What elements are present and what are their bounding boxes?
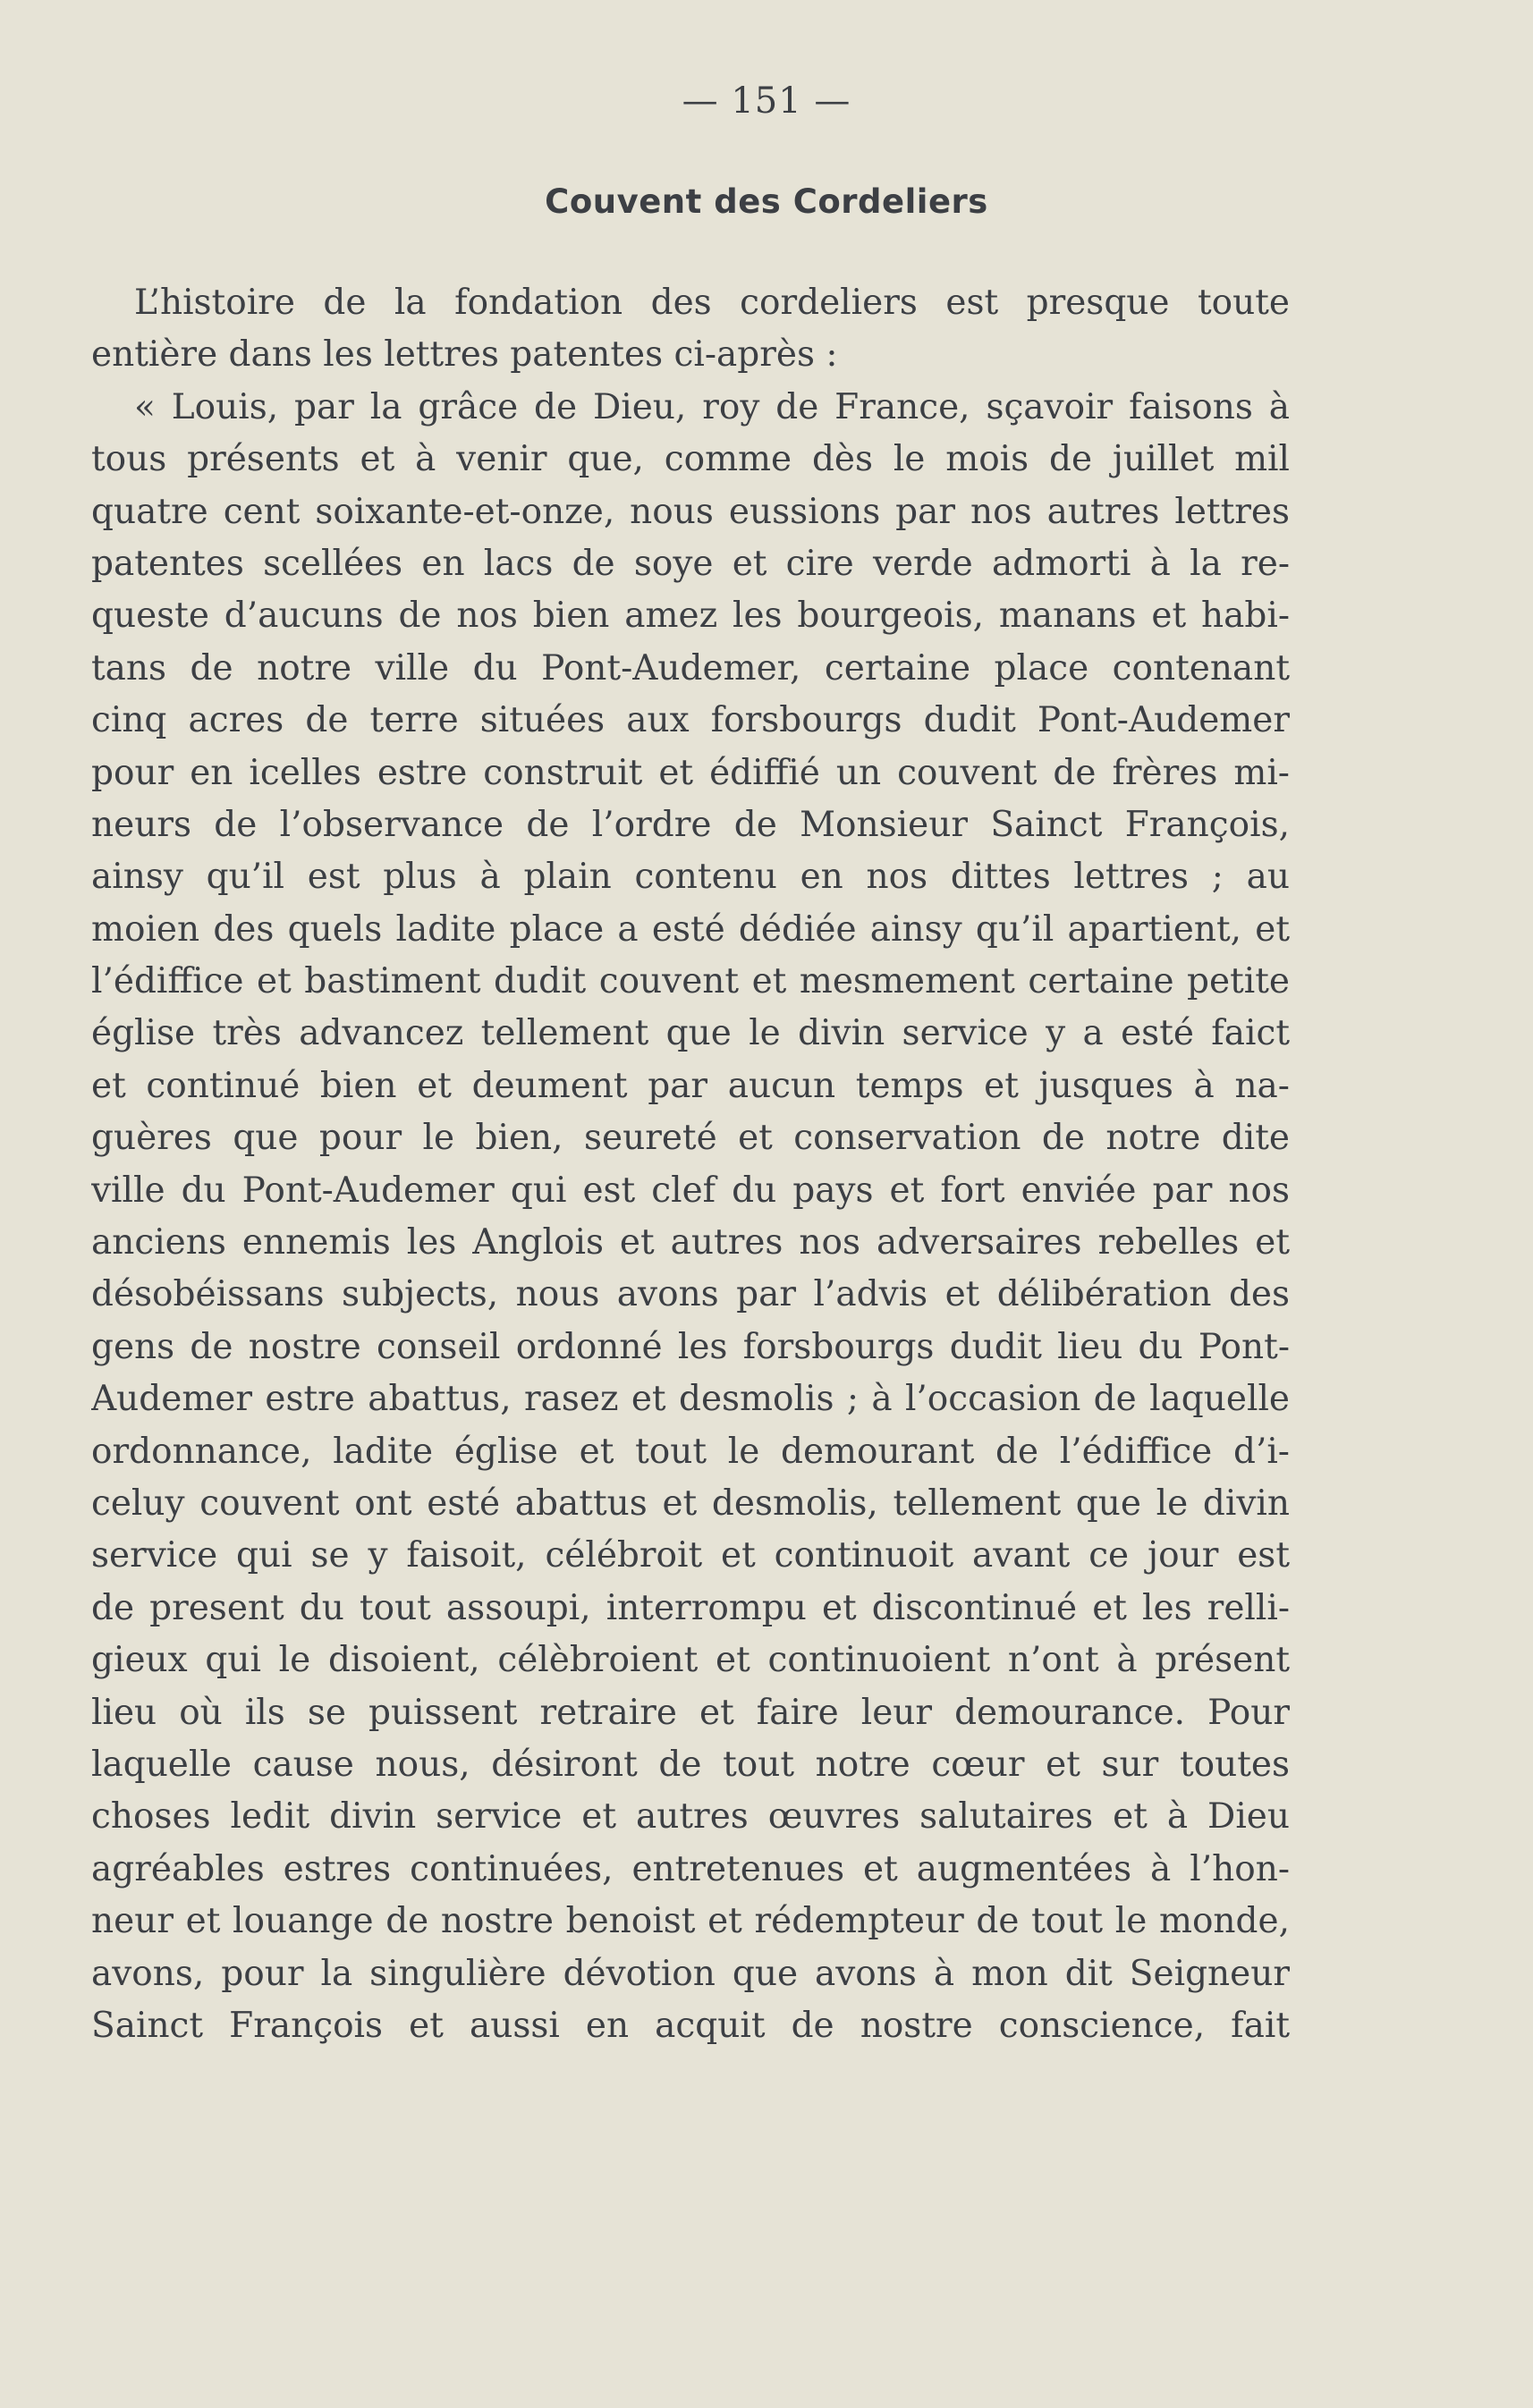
text-line: et continué bien et deument par aucun temps et jusques à na- [91, 1065, 1290, 1106]
text-line: Audemer estre abattus, rasez et desmolis ; à l’occasion de laquelle [91, 1379, 1290, 1420]
text-line: neurs de l’observance de l’ordre de Monsieur Sainct François, [91, 804, 1290, 845]
text-line: cinq acres de terre situées aux forsbourgs dudit Pont-Audemer [91, 700, 1290, 741]
text-line: tans de notre ville du Pont-Audemer, certaine place contenant [91, 647, 1290, 689]
text-line: neur et louange de nostre benoist et rédempteur de tout le monde, [91, 1901, 1290, 1942]
text-line: service qui se y faisoit, célébroit et continuoit avant ce jour est [91, 1535, 1290, 1576]
text-line: moien des quels ladite place a esté dédiée ainsy qu’il apartient, et [91, 908, 1290, 950]
text-line: l’édiffice et bastiment dudit couvent et mesmement certaine petite [91, 961, 1290, 1002]
text-line: lieu où ils se puissent retraire et faire leur demourance. Pour [91, 1692, 1290, 1733]
text-line: « Louis, par la grâce de Dieu, roy de France, sçavoir faisons à [134, 386, 1290, 427]
body-text [91, 277, 1290, 2052]
text-line: Sainct François et aussi en acquit de nostre conscience, fait [91, 2005, 1290, 2046]
text-line: ainsy qu’il est plus à plain contenu en nos dittes lettres ; au [91, 857, 1290, 898]
text-line: de present du tout assoupi, interrompu et discontinué et les relli- [91, 1587, 1290, 1628]
text-line: celuy couvent ont esté abattus et desmolis, tellement que le divin [91, 1483, 1290, 1524]
text-line: laquelle cause nous, désiront de tout notre cœur et sur toutes [91, 1744, 1290, 1785]
text-line: avons, pour la singulière dévotion que avons à mon dit Seigneur [91, 1953, 1290, 1994]
text-line: L’histoire de la fondation des cordeliers est presque toute [134, 283, 1290, 323]
text-line: gieux qui le disoient, célèbroient et continuoient n’ont à présent [91, 1640, 1290, 1681]
page-number: — 151 — [682, 80, 851, 122]
text-line: église très advancez tellement que le divin service y a esté faict [91, 1013, 1290, 1054]
text-line: queste d’aucuns de nos bien amez les bourgeois, manans et habi- [91, 596, 1290, 637]
text-line: guères que pour le bien, seureté et conservation de notre dite [91, 1118, 1290, 1159]
section-heading: Couvent des Cordeliers [545, 182, 988, 221]
text-line: pour en icelles estre construit et édiffié un couvent de frères mi- [91, 752, 1290, 793]
text-line: quatre cent soixante-et-onze, nous eussions par nos autres lettres [91, 491, 1290, 532]
text-line: anciens ennemis les Anglois et autres nos adversaires rebelles et [91, 1222, 1290, 1263]
text-line: tous présents et à venir que, comme dès le mois de juillet mil [91, 439, 1290, 480]
text-line: désobéissans subjects, nous avons par l’advis et délibération des [91, 1274, 1290, 1315]
text-line: ville du Pont-Audemer qui est clef du pays et fort enviée par nos [91, 1170, 1290, 1211]
text-line: gens de nostre conseil ordonné les forsbourgs dudit lieu du Pont- [91, 1326, 1290, 1367]
text-line: entière dans les lettres patentes ci-après : [91, 334, 838, 376]
text-line: patentes scellées en lacs de soye et cire verde admorti à la re- [91, 543, 1290, 584]
text-line: agréables estres continuées, entretenues et augmentées à l’hon- [91, 1848, 1290, 1889]
text-line: ordonnance, ladite église et tout le demourant de l’édiffice d’i- [91, 1431, 1290, 1472]
text-line: choses ledit divin service et autres œuvres salutaires et à Dieu [91, 1796, 1290, 1838]
